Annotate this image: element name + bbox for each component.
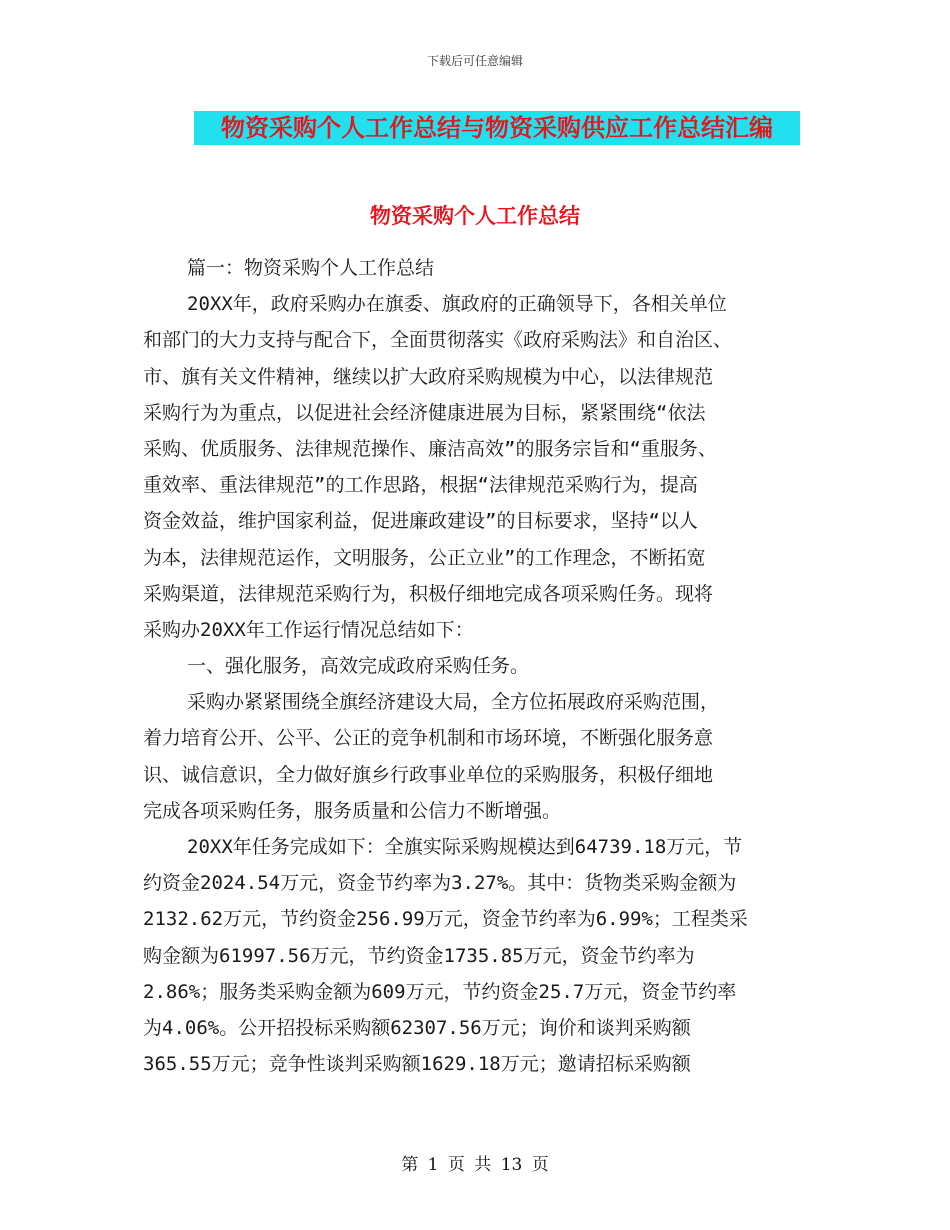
body-line: 市、旗有关文件精神，继续以扩大政府采购规模为中心，以法律规范 <box>143 365 714 388</box>
body-line: 20XX年，政府采购办在旗委、旗政府的正确领导下，各相关单位 <box>187 293 727 316</box>
body-line: 完成各项采购任务，服务质量和公信力不断增强。 <box>143 799 562 822</box>
body-line: 采购办紧紧围绕全旗经济建设大局，全方位拓展政府采购范围， <box>187 691 720 714</box>
body-line: 为本，法律规范运作，文明服务，公正立业”的工作理念，不断拓宽 <box>143 546 706 569</box>
section-title: 物资采购个人工作总结 <box>370 203 580 228</box>
body-line: 重效率、重法律规范”的工作思路，根据“法律规范采购行为，提高 <box>143 474 698 497</box>
body-line: 识、诚信意识，全力做好旗乡行政事业单位的采购服务，积极仔细地 <box>143 763 714 786</box>
body-line: 采购、优质服务、法律规范操作、廉洁高效”的服务宗旨和“重服务、 <box>143 437 717 460</box>
body-line: 2.86%；服务类采购金额为609万元，节约资金25.7万元，资金节约率 <box>143 980 737 1003</box>
body-line: 一、强化服务，高效完成政府采购任务。 <box>187 655 530 678</box>
body-line: 资金效益，维护国家利益，促进廉政建设”的目标要求，坚持“以人 <box>143 510 698 533</box>
body-text <box>143 250 811 1082</box>
body-line: 采购行为为重点，以促进社会经济健康进展为目标，紧紧围绕“依法 <box>143 401 706 424</box>
body-line: 2132.62万元，节约资金256.99万元，资金节约率为6.99%；工程类采 <box>143 908 748 931</box>
body-line: 365.55万元；竞争性谈判采购额1629.18万元；邀请招标采购额 <box>143 1053 691 1076</box>
body-line: 和部门的大力支持与配合下，全面贯彻落实《政府采购法》和自治区、 <box>143 329 733 352</box>
body-line: 采购办20XX年工作运行情况总结如下： <box>143 618 474 641</box>
body-line: 着力培育公开、公平、公正的竞争机制和市场环境，不断强化服务意 <box>143 727 714 750</box>
body-line: 20XX年任务完成如下：全旗实际采购规模达到64739.18万元，节 <box>187 836 743 858</box>
body-line: 购金额为61997.56万元，节约资金1735.85万元，资金节约率为 <box>143 944 695 967</box>
document-title: 物资采购个人工作总结与物资采购供应工作总结汇编 <box>194 111 800 145</box>
page-footer: 第 1 页 共 13 页 <box>401 1155 549 1175</box>
body-line: 篇一：物资采购个人工作总结 <box>187 257 435 279</box>
body-line: 约资金2024.54万元，资金节约率为3.27%。其中：货物类采购金额为 <box>143 872 737 895</box>
header-note: 下载后可任意编辑 <box>426 54 523 68</box>
body-line: 为4.06%。公开招投标采购额62307.56万元；询价和谈判采购额 <box>143 1016 691 1039</box>
body-line: 采购渠道，法律规范采购行为，积极仔细地完成各项采购任务。现将 <box>143 582 714 605</box>
